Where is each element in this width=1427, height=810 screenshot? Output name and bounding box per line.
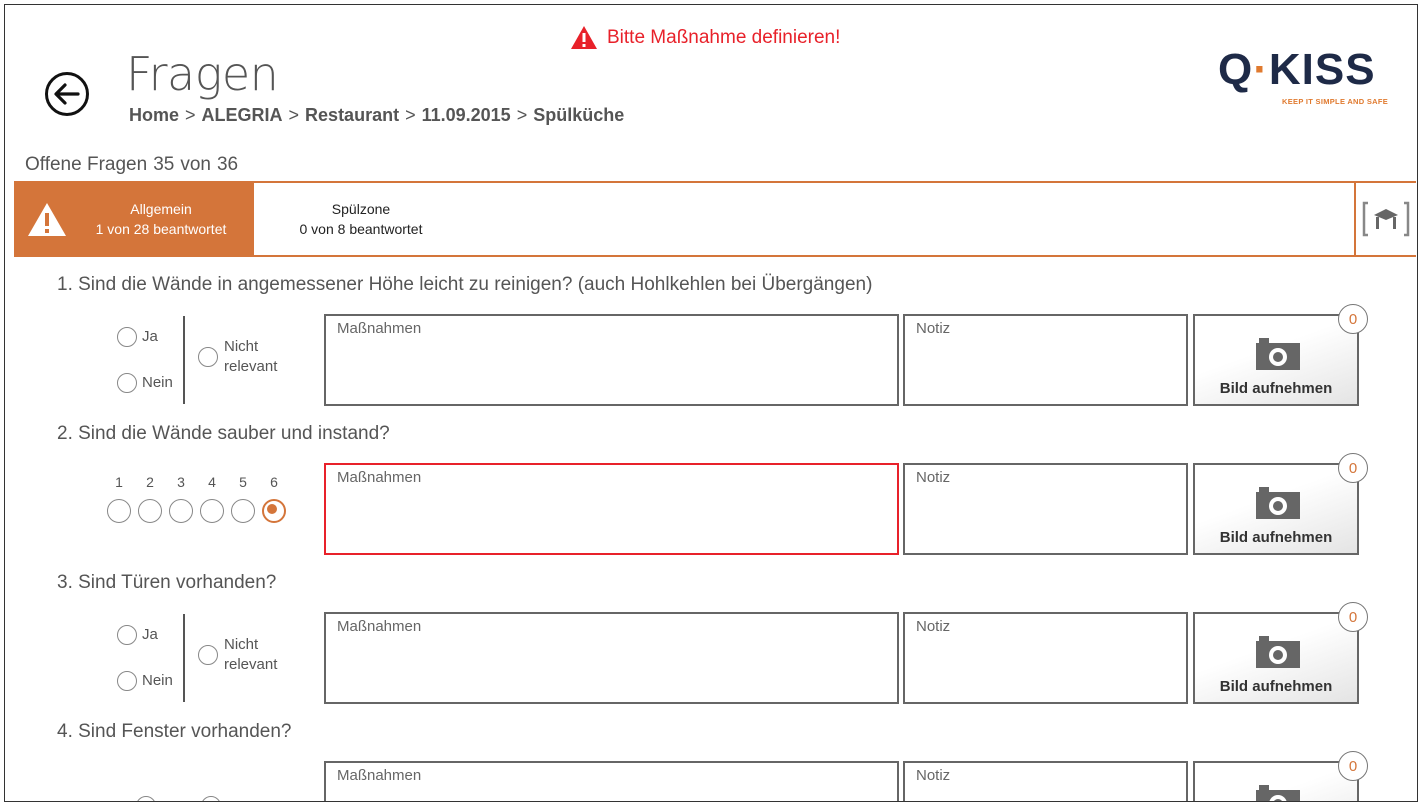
note-input[interactable]: Notiz xyxy=(903,612,1188,704)
arrow-left-icon xyxy=(54,83,80,105)
radio-yes-label: Ja xyxy=(142,328,158,345)
question-1-text: 1. Sind die Wände in angemessener Höhe leicht zu reinigen? (auch Hohlkehlen bei Übergängen) xyxy=(57,274,873,295)
breadcrumb-separator: > xyxy=(405,105,416,125)
open-questions-counter: Offene Fragen 35 von 36 xyxy=(25,154,239,175)
breadcrumb-separator: > xyxy=(516,105,528,125)
radio-not-relevant[interactable] xyxy=(201,796,221,802)
scale-radio-6-selected[interactable] xyxy=(262,499,286,523)
back-button[interactable] xyxy=(45,72,89,116)
scale-label: 1 xyxy=(115,474,123,490)
scale-label: 2 xyxy=(146,474,154,490)
scale-radio-4[interactable] xyxy=(200,499,224,523)
take-photo-button[interactable]: Bild aufnehmen xyxy=(1193,314,1359,406)
breadcrumb xyxy=(129,105,624,126)
warning-triangle-icon xyxy=(26,201,68,238)
breadcrumb-spuelkueche[interactable]: Spülküche xyxy=(533,105,625,125)
photo-count-badge: 0 xyxy=(1338,304,1368,334)
logo-tagline: KEEP IT SIMPLE AND SAFE xyxy=(1282,97,1389,106)
page-title: Fragen xyxy=(126,47,279,101)
question-3-text: 3. Sind Türen vorhanden? xyxy=(57,572,277,593)
qkiss-logo: Q·KISS KEEP IT SIMPLE AND SAFE xyxy=(1218,45,1389,106)
divider xyxy=(183,614,185,702)
scale-radio-3[interactable] xyxy=(169,499,193,523)
radio-yes[interactable] xyxy=(117,327,137,347)
alert-text: Bitte Maßnahme definieren! xyxy=(607,26,841,48)
tab-spuelzone[interactable] xyxy=(276,183,446,255)
note-input[interactable]: Notiz xyxy=(903,463,1188,555)
scale-radio-5[interactable] xyxy=(231,499,255,523)
photo-count-badge: 0 xyxy=(1338,453,1368,483)
breadcrumb-date[interactable]: 11.09.2015 xyxy=(421,105,511,125)
measures-input-error[interactable]: Maßnahmen xyxy=(324,463,899,555)
measures-input[interactable]: Maßnahmen xyxy=(324,612,899,704)
camera-icon xyxy=(1256,487,1300,519)
room-view-button[interactable] xyxy=(1354,183,1416,255)
breadcrumb-restaurant[interactable]: Restaurant xyxy=(305,105,400,125)
radio-not-relevant-label: Nicht relevant xyxy=(224,338,278,375)
scale-radio-1[interactable] xyxy=(107,499,131,523)
question-4-text: 4. Sind Fenster vorhanden? xyxy=(57,721,292,742)
breadcrumb-separator: > xyxy=(288,105,300,125)
radio-no[interactable] xyxy=(117,671,137,691)
measures-input[interactable]: Maßnahmen xyxy=(324,761,899,802)
tab-allgemein[interactable] xyxy=(14,183,254,255)
warning-triangle-icon xyxy=(570,25,598,50)
photo-count-badge: 0 xyxy=(1338,751,1368,781)
scale-label: 3 xyxy=(177,474,185,490)
camera-icon xyxy=(1256,338,1300,370)
take-photo-button[interactable]: Bild aufnehmen xyxy=(1193,612,1359,704)
measures-input[interactable]: Maßnahmen xyxy=(324,314,899,406)
divider xyxy=(183,316,185,404)
breadcrumb-alegria[interactable]: ALEGRIA xyxy=(201,105,283,125)
radio-not-relevant-label: Nicht relevant xyxy=(224,636,278,673)
scale-label: 4 xyxy=(208,474,216,490)
camera-icon xyxy=(1256,636,1300,668)
photo-count-badge: 0 xyxy=(1338,602,1368,632)
breadcrumb-home[interactable]: Home xyxy=(129,105,180,125)
category-tabbar xyxy=(14,181,1416,257)
tab-title: Spülzone xyxy=(331,201,391,217)
camera-icon xyxy=(1256,785,1300,802)
radio-no-label: Nein xyxy=(142,672,173,689)
note-input[interactable]: Notiz xyxy=(903,761,1188,802)
radio-yes[interactable] xyxy=(117,625,137,645)
validation-alert xyxy=(570,25,840,50)
breadcrumb-separator: > xyxy=(185,105,196,125)
radio-not-relevant[interactable] xyxy=(198,645,218,665)
radio-yes[interactable] xyxy=(136,796,156,802)
radio-no[interactable] xyxy=(117,373,137,393)
radio-not-relevant[interactable] xyxy=(198,347,218,367)
tab-title: Allgemein xyxy=(130,201,192,217)
app-window xyxy=(4,4,1418,802)
take-photo-button[interactable] xyxy=(1193,761,1359,802)
tab-progress: 1 von 28 beantwortet xyxy=(95,221,227,237)
table-bracket-icon xyxy=(1362,199,1410,239)
radio-yes-label: Ja xyxy=(142,626,158,643)
radio-no-label: Nein xyxy=(142,374,173,391)
tab-progress: 0 von 8 beantwortet xyxy=(299,221,423,237)
scale-radio-2[interactable] xyxy=(138,499,162,523)
note-input[interactable]: Notiz xyxy=(903,314,1188,406)
scale-label: 5 xyxy=(239,474,247,490)
scale-label: 6 xyxy=(270,474,278,490)
question-2-text: 2. Sind die Wände sauber und instand? xyxy=(57,423,390,444)
take-photo-button[interactable]: Bild aufnehmen xyxy=(1193,463,1359,555)
